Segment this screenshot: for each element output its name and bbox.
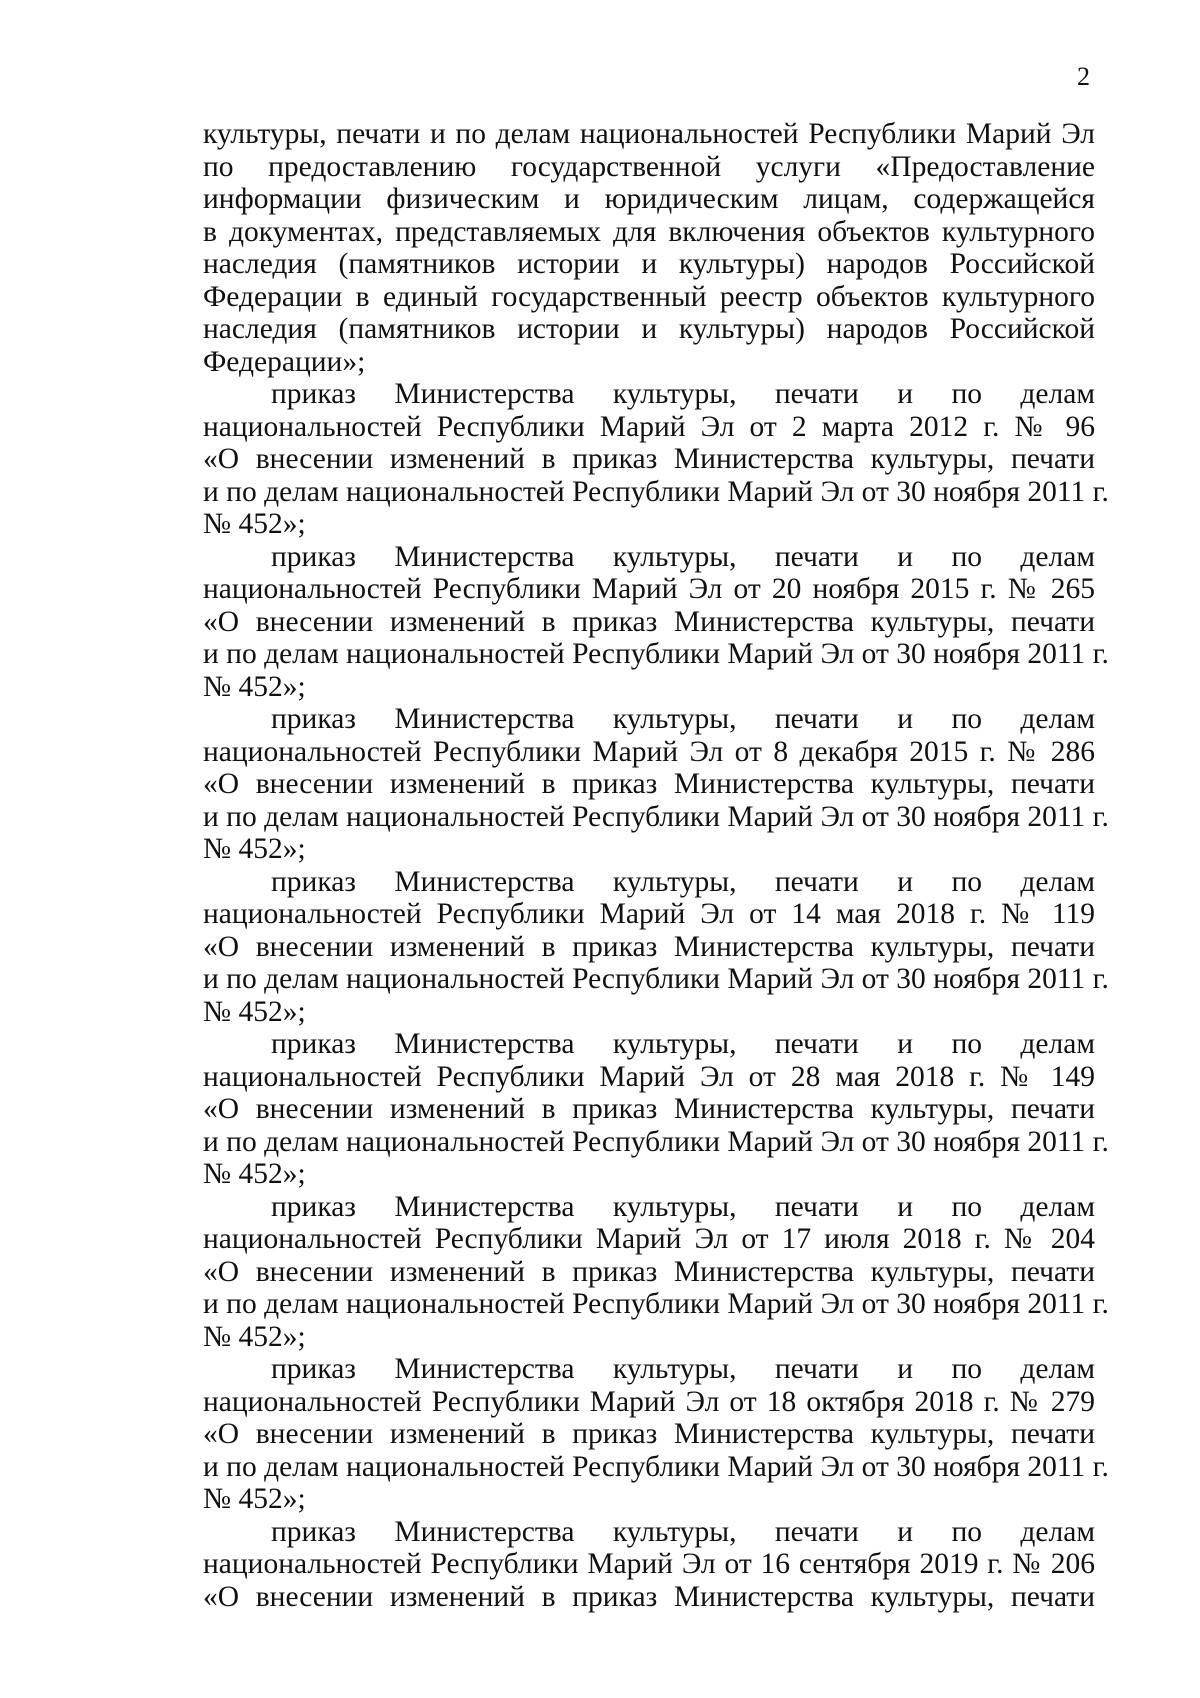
document-line: «О внесении изменений в приказ Министерства культуры, печати <box>203 930 1095 963</box>
document-line: наследия (памятников истории и культуры) народов Российской <box>203 248 1095 280</box>
document-line: № 452»; <box>203 833 306 865</box>
document-line: приказ Министерства культуры, печати и по делам <box>271 865 1095 898</box>
document-line: по предоставлению государственной услуги «Предоставление <box>203 150 1095 183</box>
document-line: национальностей Республики Марий Эл от 20 ноября 2015 г. № 265 <box>203 573 1095 605</box>
document-line: «О внесении изменений в приказ Министерства культуры, печати <box>203 1255 1095 1288</box>
document-line: национальностей Республики Марий Эл от 16 сентября 2019 г. № 206 <box>203 1548 1095 1580</box>
document-body <box>203 118 1109 1613</box>
document-line: приказ Министерства культуры, печати и по делам <box>271 1190 1095 1223</box>
document-line: и по делам национальностей Республики Марий Эл от 30 ноября 2011 г. <box>203 1288 1109 1320</box>
document-line: и по делам национальностей Республики Марий Эл от 30 ноября 2011 г. <box>203 638 1109 670</box>
document-line: культуры, печати и по делам национальностей Республики Марий Эл <box>203 118 1095 150</box>
document-line: № 452»; <box>203 670 306 703</box>
document-line: наследия (памятников истории и культуры) народов Российской <box>203 313 1095 345</box>
page-number: 2 <box>1077 62 1090 91</box>
document-line: «О внесении изменений в приказ Министерства культуры, печати <box>203 768 1095 800</box>
document-line: и по делам национальностей Республики Марий Эл от 30 ноября 2011 г. <box>203 800 1109 833</box>
document-line: приказ Министерства культуры, печати и по делам <box>271 703 1095 735</box>
document-line: информации физическим и юридическим лицам, содержащейся <box>203 183 1095 215</box>
document-line: приказ Министерства культуры, печати и по делам <box>271 1515 1095 1548</box>
document-line: приказ Министерства культуры, печати и по делам <box>271 540 1095 573</box>
document-line: «О внесении изменений в приказ Министерства культуры, печати <box>203 1093 1095 1125</box>
document-line: национальностей Республики Марий Эл от 2 марта 2012 г. № 96 <box>203 410 1095 443</box>
document-line: № 452»; <box>203 1483 306 1515</box>
document-line: № 452»; <box>203 508 306 540</box>
document-line: и по делам национальностей Республики Марий Эл от 30 ноября 2011 г. <box>203 963 1109 995</box>
document-line: приказ Министерства культуры, печати и по делам <box>271 1028 1095 1060</box>
document-line: приказ Министерства культуры, печати и по делам <box>271 1353 1095 1385</box>
document-line: № 452»; <box>203 995 306 1028</box>
document-line: национальностей Республики Марий Эл от 17 июля 2018 г. № 204 <box>203 1223 1095 1255</box>
document-line: национальностей Республики Марий Эл от 18 октября 2018 г. № 279 <box>203 1385 1095 1418</box>
document-line: приказ Министерства культуры, печати и по делам <box>271 378 1095 410</box>
document-line: № 452»; <box>203 1320 306 1353</box>
document-line: «О внесении изменений в приказ Министерства культуры, печати <box>203 1418 1095 1450</box>
document-line: «О внесении изменений в приказ Министерства культуры, печати <box>203 1580 1095 1613</box>
document-line: национальностей Республики Марий Эл от 8 декабря 2015 г. № 286 <box>203 735 1095 768</box>
document-line: Федерации в единый государственный реестр объектов культурного <box>203 280 1095 313</box>
document-line: национальностей Республики Марий Эл от 28 мая 2018 г. № 149 <box>203 1060 1095 1093</box>
document-line: национальностей Республики Марий Эл от 14 мая 2018 г. № 119 <box>203 898 1095 930</box>
document-line: и по делам национальностей Республики Марий Эл от 30 ноября 2011 г. <box>203 1450 1109 1483</box>
document-line: «О внесении изменений в приказ Министерства культуры, печати <box>203 443 1095 475</box>
document-line: и по делам национальностей Республики Марий Эл от 30 ноября 2011 г. <box>203 475 1109 508</box>
document-line: № 452»; <box>203 1158 306 1190</box>
document-line: и по делам национальностей Республики Марий Эл от 30 ноября 2011 г. <box>203 1125 1109 1158</box>
document-line: Федерации»; <box>203 345 366 378</box>
document-line: в документах, представляемых для включения объектов культурного <box>203 215 1095 248</box>
document-line: «О внесении изменений в приказ Министерства культуры, печати <box>203 605 1095 638</box>
